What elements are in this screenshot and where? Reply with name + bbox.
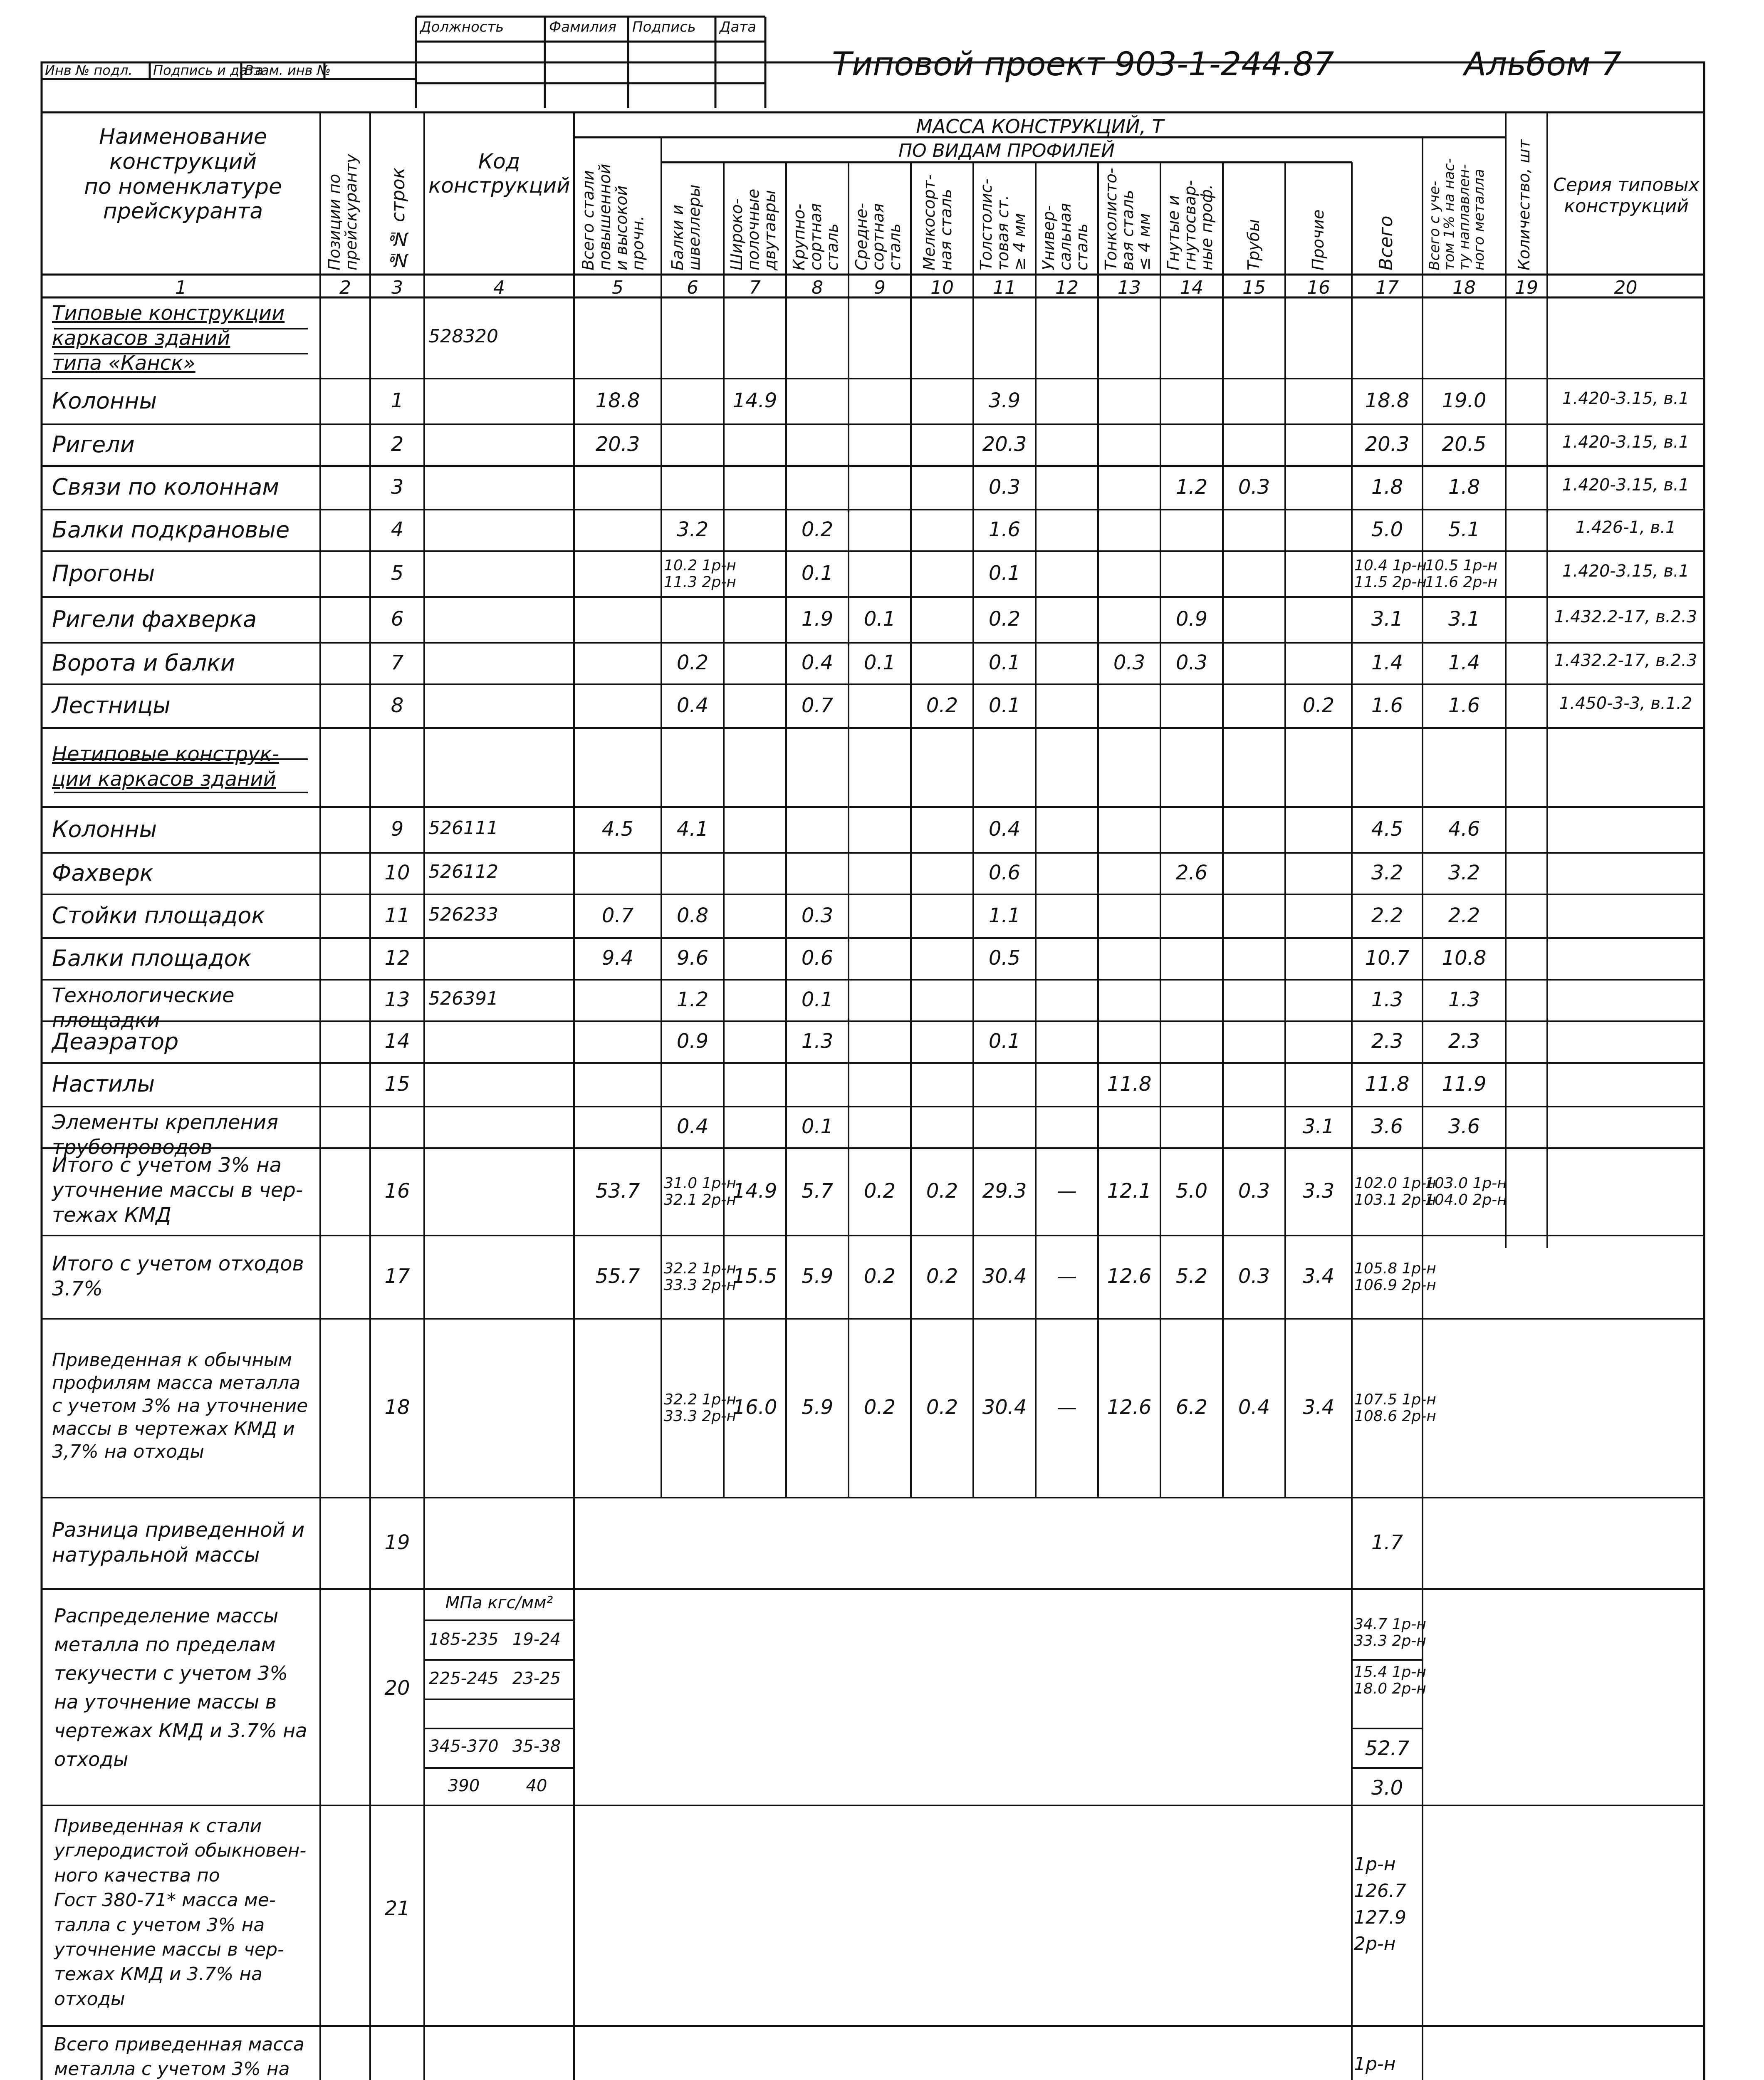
column-number: 5 <box>612 277 623 298</box>
cell-c14: 1.2 <box>1175 475 1208 499</box>
row-number: 19 <box>384 1531 410 1554</box>
cell-c20: 1.432.2-17, в.2.3 <box>1554 651 1697 670</box>
cell-c17: 10.7 <box>1365 946 1410 970</box>
cell-c6: 10.2 1р-н 11.3 2р-н <box>664 557 736 591</box>
column-number: 19 <box>1515 277 1538 298</box>
row-number: 8 <box>391 693 404 717</box>
row-number: 14 <box>384 1030 410 1053</box>
cell-c20: 1.420-3.15, в.1 <box>1562 562 1690 581</box>
cell-c6: 32.2 1р-н 33.3 2р-н <box>664 1391 736 1425</box>
cell-c18: 5.1 <box>1448 518 1480 541</box>
cell-c6: 0.4 <box>676 1115 709 1138</box>
row20-kgs-3: 35-38 <box>512 1737 561 1756</box>
column-number: 10 <box>930 277 954 298</box>
cell-c14: 0.3 <box>1175 651 1208 674</box>
cell-c12: — <box>1057 1396 1077 1419</box>
cell-c20: 1.420-3.15, в.1 <box>1562 389 1690 408</box>
cell-c18: 20.5 <box>1442 433 1487 456</box>
column-number: 3 <box>391 277 403 298</box>
cell-c8: 0.7 <box>801 693 834 717</box>
row-number: 2 <box>391 433 404 456</box>
row20-total-4: 3.0 <box>1371 1776 1403 1800</box>
row-code: 526111 <box>428 817 498 839</box>
cell-c17: 4.5 <box>1371 817 1403 841</box>
cell-c17: 3.1 <box>1371 607 1403 631</box>
cell-c18: 2.2 <box>1448 904 1480 927</box>
cell-c8: 1.9 <box>801 607 834 631</box>
cell-c12: — <box>1057 1179 1077 1203</box>
header-bent-profiles: Гнутые и гнутосвар- ные проф. <box>1164 180 1216 270</box>
column-number: 4 <box>493 277 505 298</box>
row-number: 6 <box>391 607 404 631</box>
cell-c17: 3.2 <box>1371 861 1403 884</box>
row20-kgs-4: 40 <box>526 1776 547 1795</box>
row-code: 526233 <box>428 904 498 925</box>
row-name: Разница приведенной и натуральной массы <box>52 1518 305 1567</box>
cell-c7: 14.9 <box>732 389 777 412</box>
header-row-no: №№ строк <box>388 167 409 270</box>
cell-c9: 0.2 <box>863 1265 896 1288</box>
cell-c15: 0.3 <box>1238 1179 1270 1203</box>
cell-c18: 3.6 <box>1448 1115 1480 1138</box>
row20-no: 20 <box>384 1676 410 1700</box>
cell-c6: 31.0 1р-н 32.1 2р-н <box>664 1175 736 1208</box>
cell-c10: 0.2 <box>926 1265 958 1288</box>
row-number: 12 <box>384 946 410 970</box>
row-name: Нетиповые конструк- ции каркасов зданий <box>52 742 279 791</box>
cell-c18: 103.0 1р-н 104.0 2р-н <box>1425 1175 1507 1208</box>
header-code: Код конструкций <box>428 149 570 198</box>
header-total: Всего <box>1376 215 1397 270</box>
cell-c6: 32.2 1р-н 33.3 2р-н <box>664 1260 736 1294</box>
cell-c7: 14.9 <box>732 1179 777 1203</box>
cell-c14: 5.0 <box>1175 1179 1208 1203</box>
header-quantity: Количество, шт <box>1515 139 1533 270</box>
cell-c5: 4.5 <box>601 817 634 841</box>
cell-c17: 3.6 <box>1371 1115 1403 1138</box>
cell-c6: 0.2 <box>676 651 709 674</box>
cell-c14: 5.2 <box>1175 1265 1208 1288</box>
cell-c8: 0.1 <box>801 562 834 585</box>
cell-c11: 30.4 <box>982 1265 1027 1288</box>
cell-c8: 5.9 <box>801 1396 834 1419</box>
row-number: 4 <box>391 518 404 541</box>
row-name: Деаэратор <box>52 1028 179 1055</box>
cell-c17: 5.0 <box>1371 518 1403 541</box>
cell-c5: 18.8 <box>595 389 640 412</box>
row-name: Лестницы <box>52 692 171 719</box>
row-name: Ригели <box>52 431 135 458</box>
stamp-h-signature: Подпись <box>632 19 696 35</box>
row21-total: 1р-н 126.7 127.9 2р-н <box>1354 1854 1406 1955</box>
cell-c18: 2.3 <box>1448 1030 1480 1053</box>
cell-c13: 12.1 <box>1107 1179 1152 1203</box>
cell-c8: 0.6 <box>801 946 834 970</box>
cell-c11: 30.4 <box>982 1396 1027 1419</box>
row20-total-1: 34.7 1р-н 33.3 2р-н <box>1354 1616 1426 1649</box>
row-name: Технологические площадки <box>52 984 235 1032</box>
cell-c6: 0.8 <box>676 904 709 927</box>
cell-c6: 4.1 <box>676 817 709 841</box>
row-name: Типовые конструкции каркасов зданий типа «Канск» <box>52 302 285 375</box>
row20-mpa-3: 345-370 <box>429 1737 499 1756</box>
row20-mpa-1: 185-235 <box>429 1630 499 1649</box>
cell-c17: 1.7 <box>1371 1531 1403 1554</box>
cell-c8: 1.3 <box>801 1030 834 1053</box>
cell-c16: 0.2 <box>1302 693 1335 717</box>
cell-c13: 12.6 <box>1107 1265 1152 1288</box>
cell-c6: 9.6 <box>676 946 709 970</box>
cell-c11: 0.1 <box>988 562 1021 585</box>
header-position: Позиции по прейскуранту <box>325 154 360 270</box>
column-number: 2 <box>339 277 351 298</box>
cell-c17: 105.8 1р-н 106.9 2р-н <box>1354 1260 1436 1294</box>
header-high-strength: Всего стали повышенной и высокой прочн. <box>579 163 647 270</box>
row-number: 5 <box>391 562 404 585</box>
row-number: 15 <box>384 1072 410 1096</box>
cell-c20: 1.420-3.15, в.1 <box>1562 433 1690 452</box>
cell-c11: 0.1 <box>988 651 1021 674</box>
row-number: 11 <box>384 904 410 927</box>
header-thin-sheet: Тонколисто- вая сталь ≤ 4 мм <box>1102 168 1153 270</box>
row-name: Колонны <box>52 816 157 842</box>
cell-c12: — <box>1057 1265 1077 1288</box>
cell-c10: 0.2 <box>926 1179 958 1203</box>
cell-c15: 0.4 <box>1238 1396 1270 1419</box>
row20-total-2: 15.4 1р-н 18.0 2р-н <box>1354 1664 1426 1697</box>
cell-c9: 0.2 <box>863 1179 896 1203</box>
cell-c20: 1.426-1, в.1 <box>1575 518 1676 537</box>
row-name: Балки подкрановые <box>52 516 290 543</box>
cell-c5: 55.7 <box>595 1265 640 1288</box>
row-name: Итого с учетом 3% на уточнение массы в чер- тежах КМД <box>52 1154 303 1227</box>
row22-name: Всего приведенная масса металла с учетом 3% на <box>54 2034 304 2080</box>
row20-kgs-1: 19-24 <box>512 1630 561 1649</box>
header-thick-sheet: Толстолис- товая ст. ≥ 4 мм <box>977 178 1029 270</box>
cell-c16: 3.1 <box>1302 1115 1335 1138</box>
header-mass-group: МАССА КОНСТРУКЦИЙ, Т <box>916 115 1164 138</box>
header-series: Серия типовых конструкций <box>1553 174 1700 217</box>
stamp-sign-date: Подпись и дата <box>153 62 264 78</box>
cell-c10: 0.2 <box>926 1396 958 1419</box>
cell-c18: 10.5 1р-н 11.6 2р-н <box>1425 557 1497 591</box>
row-name: Балки площадок <box>52 945 252 971</box>
header-small-section: Мелкосорт- ная сталь <box>920 174 955 270</box>
cell-c17: 1.4 <box>1371 651 1403 674</box>
cell-c20: 1.432.2-17, в.2.3 <box>1554 607 1697 626</box>
row-name: Итого с учетом отходов 3.7% <box>52 1252 304 1300</box>
cell-c18: 1.4 <box>1448 651 1480 674</box>
cell-c17: 10.4 1р-н 11.5 2р-н <box>1354 557 1427 591</box>
cell-c11: 3.9 <box>988 389 1021 412</box>
cell-c17: 2.3 <box>1371 1030 1403 1053</box>
row-code: 526112 <box>428 861 498 882</box>
header-wide-flange: Широко- полочные двутавры <box>727 188 779 270</box>
cell-c14: 6.2 <box>1175 1396 1208 1419</box>
cell-c17: 1.8 <box>1371 475 1403 499</box>
row20-units: МПа кгс/мм² <box>445 1593 553 1612</box>
row-number: 9 <box>391 817 404 841</box>
cell-c9: 0.1 <box>863 607 896 631</box>
row-number: 18 <box>384 1396 410 1419</box>
row-name: Настилы <box>52 1071 155 1097</box>
cell-c20: 1.450-3-3, в.1.2 <box>1559 693 1692 713</box>
stamp-replace-inv: Взам. инв № <box>245 62 331 78</box>
cell-c8: 0.2 <box>801 518 834 541</box>
cell-c17: 18.8 <box>1365 389 1410 412</box>
row-code: 528320 <box>428 325 498 347</box>
row20-name: Распределение массы металла по пределам текучести с учетом 3% на уточнение массы в чертежах КМД и 3.7% на отходы <box>54 1605 307 1770</box>
cell-c8: 0.4 <box>801 651 834 674</box>
column-number: 12 <box>1055 277 1079 298</box>
cell-c5: 53.7 <box>595 1179 640 1203</box>
row-name: Прогоны <box>52 560 155 587</box>
cell-c11: 1.1 <box>988 904 1021 927</box>
cell-c18: 3.2 <box>1448 861 1480 884</box>
header-name: Наименование конструкций по номенклатуре прейскуранта <box>84 124 282 224</box>
header-total-1pct: Всего с уче- том 1% на нас- ту наплавлен- ного металла <box>1426 158 1488 270</box>
row20-mpa-4: 390 <box>448 1776 480 1795</box>
column-number: 20 <box>1614 277 1638 298</box>
column-number: 1 <box>175 277 187 298</box>
cell-c11: 0.6 <box>988 861 1021 884</box>
cell-c18: 3.1 <box>1448 607 1480 631</box>
cell-c18: 19.0 <box>1442 389 1487 412</box>
cell-c8: 5.9 <box>801 1265 834 1288</box>
row21-no: 21 <box>384 1897 410 1920</box>
row-number: 7 <box>391 651 404 674</box>
header-beams-channels: Балки и швеллеры <box>668 184 703 270</box>
row-number: 13 <box>384 988 410 1011</box>
cell-c17: 2.2 <box>1371 904 1403 927</box>
cell-c14: 0.9 <box>1175 607 1208 631</box>
cell-c7: 15.5 <box>732 1265 777 1288</box>
header-large-section: Крупно- сортная сталь <box>790 203 841 270</box>
cell-c11: 0.3 <box>988 475 1021 499</box>
row-name: Приведенная к обычным профилям масса металла с учетом 3% на уточнение массы в чертежах КМД и 3,7% на отходы <box>52 1350 308 1462</box>
cell-c20: 1.420-3.15, в.1 <box>1562 475 1690 495</box>
cell-c18: 1.3 <box>1448 988 1480 1011</box>
row22-total: 1р-н <box>1354 2053 1396 2075</box>
cell-c13: 12.6 <box>1107 1396 1152 1419</box>
cell-c17: 20.3 <box>1365 433 1410 456</box>
album-label: Альбом 7 <box>1464 46 1622 83</box>
cell-c13: 0.3 <box>1113 651 1145 674</box>
project-title: Типовой проект 903-1-244.87 <box>832 46 1334 83</box>
cell-c8: 5.7 <box>801 1179 834 1203</box>
cell-c11: 20.3 <box>982 433 1027 456</box>
row20-kgs-2: 23-25 <box>512 1669 561 1688</box>
stamp-h-date: Дата <box>720 19 757 35</box>
row-name: Колонны <box>52 387 157 414</box>
column-number: 13 <box>1118 277 1141 298</box>
column-number: 17 <box>1376 277 1399 298</box>
column-number: 6 <box>687 277 698 298</box>
cell-c6: 1.2 <box>676 988 709 1011</box>
stamp-h-surname: Фамилия <box>549 19 617 35</box>
cell-c11: 0.1 <box>988 1030 1021 1053</box>
cell-c18: 1.8 <box>1448 475 1480 499</box>
cell-c5: 9.4 <box>601 946 634 970</box>
cell-c11: 29.3 <box>982 1179 1027 1203</box>
cell-c9: 0.1 <box>863 651 896 674</box>
cell-c7: 16.0 <box>732 1396 777 1419</box>
cell-c14: 2.6 <box>1175 861 1208 884</box>
cell-c17: 11.8 <box>1365 1072 1410 1096</box>
cell-c16: 3.4 <box>1302 1396 1335 1419</box>
row-name: Ригели фахверка <box>52 606 257 632</box>
cell-c18: 1.6 <box>1448 693 1480 717</box>
row-code: 526391 <box>428 988 498 1009</box>
column-number: 16 <box>1307 277 1330 298</box>
row-name: Стойки площадок <box>52 902 265 929</box>
cell-c9: 0.2 <box>863 1396 896 1419</box>
cell-c16: 3.4 <box>1302 1265 1335 1288</box>
cell-c17: 107.5 1р-н 108.6 2р-н <box>1354 1391 1436 1425</box>
row-number: 1 <box>391 389 404 412</box>
cell-c11: 1.6 <box>988 518 1021 541</box>
cell-c16: 3.3 <box>1302 1179 1335 1203</box>
cell-c8: 0.1 <box>801 988 834 1011</box>
stamp-inv-no: Инв № подл. <box>45 62 133 78</box>
row20-mpa-2: 225-245 <box>429 1669 499 1688</box>
cell-c11: 0.5 <box>988 946 1021 970</box>
cell-c15: 0.3 <box>1238 475 1270 499</box>
header-profiles-group: ПО ВИДАМ ПРОФИЛЕЙ <box>898 140 1115 161</box>
row-number: 10 <box>384 861 410 884</box>
cell-c18: 10.8 <box>1442 946 1487 970</box>
cell-c8: 0.1 <box>801 1115 834 1138</box>
cell-c10: 0.2 <box>926 693 958 717</box>
row-number: 16 <box>384 1179 410 1203</box>
header-medium-section: Средне- сортная сталь <box>852 203 904 270</box>
cell-c11: 0.2 <box>988 607 1021 631</box>
cell-c6: 0.4 <box>676 693 709 717</box>
cell-c11: 0.1 <box>988 693 1021 717</box>
row-number: 3 <box>391 475 404 499</box>
cell-c17: 1.3 <box>1371 988 1403 1011</box>
header-pipes: Трубы <box>1244 219 1263 270</box>
row-name: Элементы крепления трубопроводов <box>52 1111 279 1159</box>
header-other: Прочие <box>1309 209 1327 270</box>
row20-total-3: 52.7 <box>1365 1737 1410 1760</box>
row-name: Ворота и балки <box>52 649 235 676</box>
cell-c8: 0.3 <box>801 904 834 927</box>
row-name: Связи по колоннам <box>52 474 280 500</box>
header-universal: Универ- сальная сталь <box>1039 203 1091 270</box>
column-number: 18 <box>1452 277 1476 298</box>
cell-c17: 1.6 <box>1371 693 1403 717</box>
stamp-h-position: Должность <box>420 19 504 35</box>
cell-c13: 11.8 <box>1107 1072 1152 1096</box>
row-name: Фахверк <box>52 859 153 886</box>
cell-c18: 11.9 <box>1442 1072 1487 1096</box>
column-number: 15 <box>1242 277 1266 298</box>
cell-c5: 0.7 <box>601 904 634 927</box>
row21-name: Приведенная к стали углеродистой обыкновен- ного качества по Гост 380-71* масса ме- талла с учетом 3% на уточнение массы в чер- тежах КМД и 3.7% на отходы <box>54 1815 307 2010</box>
column-number: 7 <box>749 277 761 298</box>
cell-c17: 102.0 1р-н 103.1 2р-н <box>1354 1175 1436 1208</box>
column-number: 8 <box>811 277 823 298</box>
cell-c6: 3.2 <box>676 518 709 541</box>
cell-c5: 20.3 <box>595 433 640 456</box>
row-number: 17 <box>384 1265 410 1288</box>
cell-c6: 0.9 <box>676 1030 709 1053</box>
cell-c15: 0.3 <box>1238 1265 1270 1288</box>
column-number: 9 <box>874 277 886 298</box>
cell-c11: 0.4 <box>988 817 1021 841</box>
cell-c18: 4.6 <box>1448 817 1480 841</box>
column-number: 14 <box>1180 277 1203 298</box>
column-number: 11 <box>993 277 1016 298</box>
